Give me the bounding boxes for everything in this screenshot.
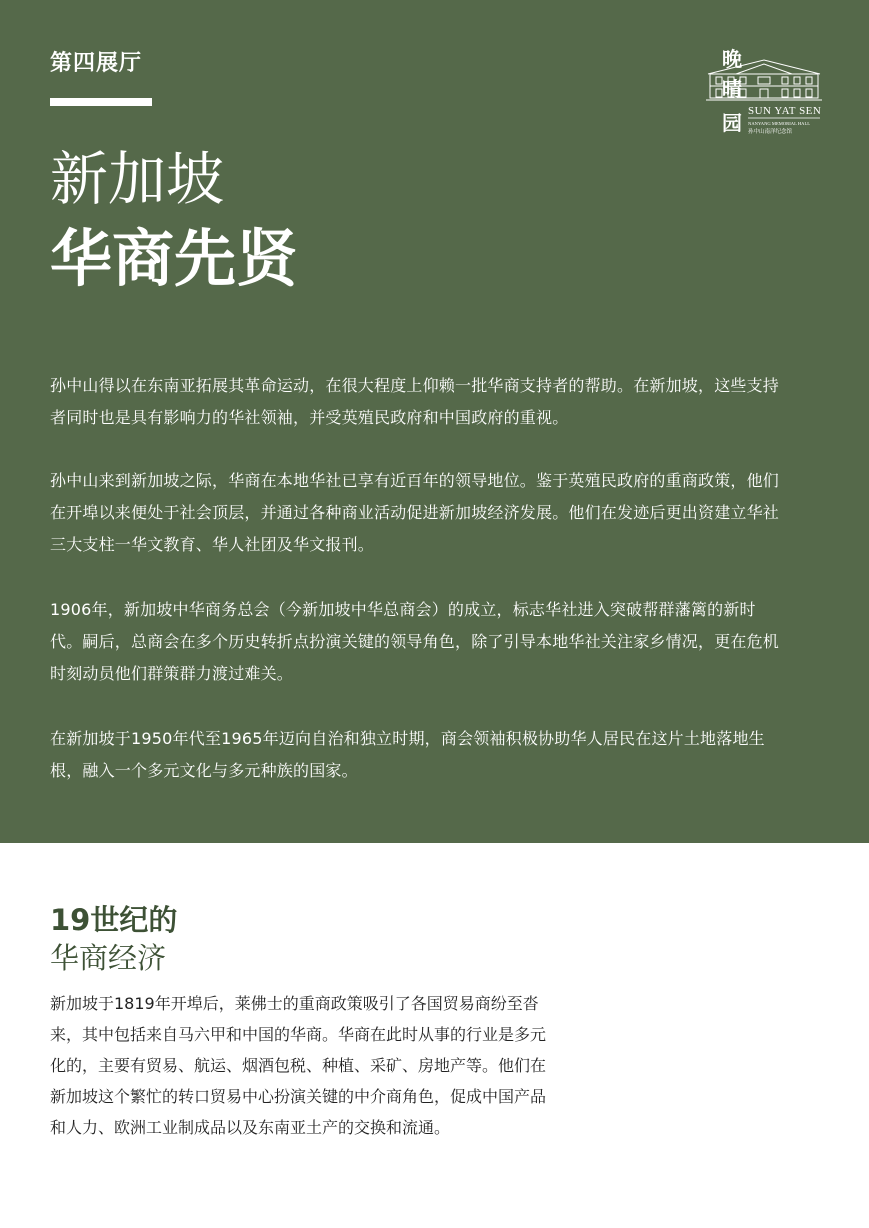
memorial-hall-logo <box>706 44 822 138</box>
section-heading-line-1: 19世纪的 <box>50 903 178 937</box>
logo-subtitle-en: NANYANG MEMORIAL HALL <box>748 121 811 126</box>
logo-char-2: 晴 <box>722 77 742 101</box>
logo-subtitle-cn: 孙中山南洋纪念馆 <box>748 129 793 135</box>
section-body: 新加坡于1819年开埠后，莱佛士的重商政策吸引了各国贸易商纷至沓来，其中包括来自马六甲和中国的华商。华商在此时从事的行业是多元化的，主要有贸易、航运、烟酒包税、种植、采矿、房地产等。他们在新加坡这个繁忙的转口贸易中心扮演关键的中介商角色，促成中国产品和人力、欧洲工业制成品以及东南亚土产的交换和流通。 <box>50 994 547 1137</box>
title-line-1: 新加坡 <box>50 145 225 213</box>
intro-paragraph-2: 孙中山来到新加坡之际，华商在本地华社已享有近百年的领导地位。鉴于英殖民政府的重商政策，他们在开埠以来便处于社会顶层，并通过各种商业活动促进新加坡经济发展。他们在发迹后更出资建立华社三大支柱一华文教育、华人社团及华文报刊。 <box>50 471 780 554</box>
hall-label: 第四展厅 <box>50 51 143 76</box>
intro-paragraph-4: 在新加坡于1950年代至1965年迈向自治和独立时期，商会领袖积极协助华人居民在这片土地落地生根，融入一个多元文化与多元种族的国家。 <box>50 729 765 780</box>
logo-name-en: SUN YAT SEN <box>748 105 822 117</box>
title-line-2: 华商先贤 <box>50 222 299 295</box>
logo-char-1: 晚 <box>722 47 742 71</box>
intro-paragraph-1: 孙中山得以在东南亚拓展其革命运动，在很大程度上仰赖一批华商支持者的帮助。在新加坡，这些支持者同时也是具有影响力的华社领袖，并受英殖民政府和中国政府的重视。 <box>50 376 780 427</box>
intro-paragraph-3: 1906年，新加坡中华商务总会（今新加坡中华总商会）的成立，标志华社进入突破帮群藩篱的新时代。嗣后，总商会在多个历史转折点扮演关键的领导角色，除了引导本地华社关注家乡情况，更在危机时刻动员他们群策群力渡过难关。 <box>50 600 780 683</box>
logo-char-3: 园 <box>722 111 742 135</box>
section-heading-line-2: 华商经济 <box>50 941 167 975</box>
title-rule <box>50 98 152 106</box>
